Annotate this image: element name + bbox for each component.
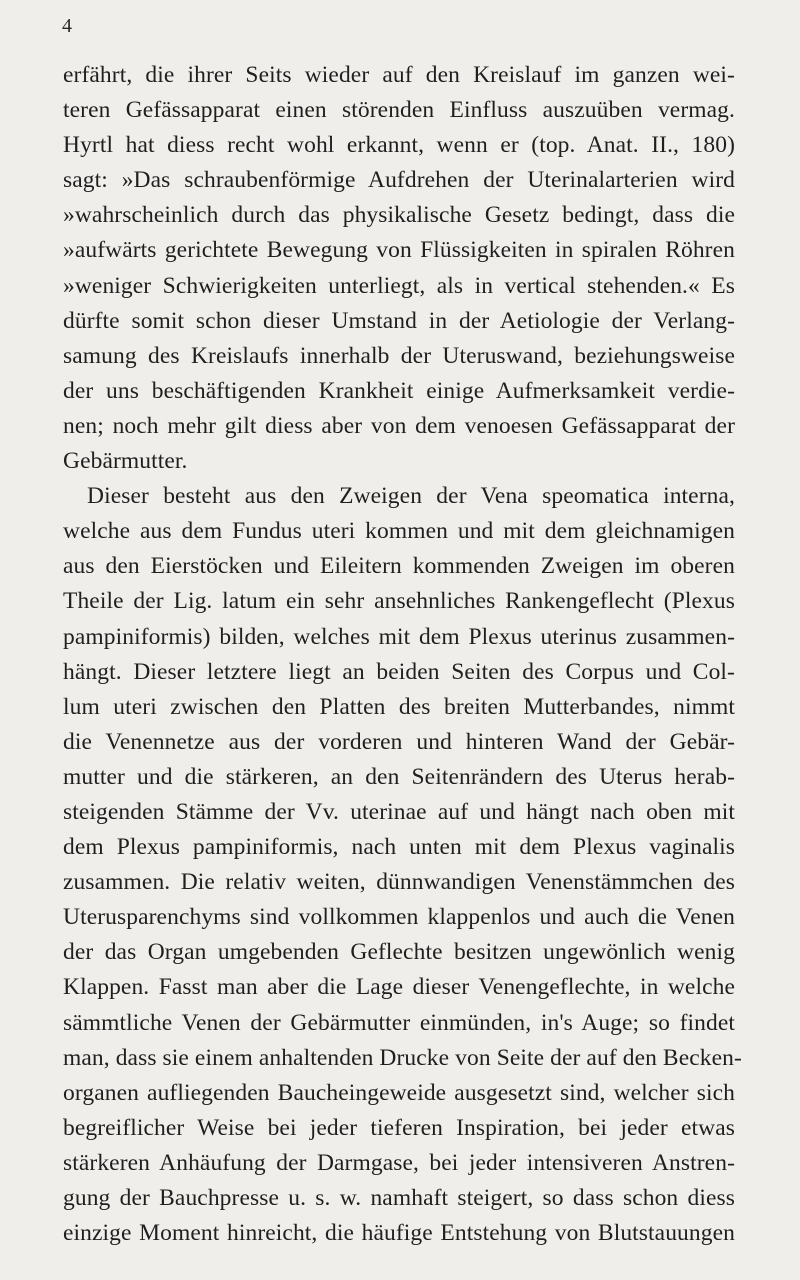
text-line: aus den Eierstöcken und Eileitern kommenden Zweigen im oberen xyxy=(63,553,735,580)
text-line: Klappen. Fasst man aber die Lage dieser Venengeflechte, in welche xyxy=(63,974,735,1001)
text-line: zusammen. Die relativ weiten, dünnwandigen Venenstämmchen des xyxy=(63,869,735,896)
text-line: der das Organ umgebenden Geflechte besitzen ungewönlich wenig xyxy=(63,939,735,966)
text-line: mutter und die stärkeren, an den Seitenrändern des Uterus herab- xyxy=(63,763,735,790)
text-line: Hyrtl hat diess recht wohl erkannt, wenn er (top. Anat. II., 180) xyxy=(63,132,735,159)
body-text xyxy=(63,58,742,1251)
text-line: »wahrscheinlich durch das physikalische Gesetz bedingt, dass die xyxy=(63,202,735,229)
text-line: sagt: »Das schraubenförmige Aufdrehen der Uterinalarterien wird xyxy=(63,167,735,194)
text-line: die Venennetze aus der vorderen und hinteren Wand der Gebär- xyxy=(63,728,735,755)
text-line: Dieser besteht aus den Zweigen der Vena speomatica interna, xyxy=(87,483,735,510)
text-line: sämmtliche Venen der Gebärmutter einmünden, in's Auge; so findet xyxy=(63,1009,735,1036)
text-line: organen aufliegenden Baucheingeweide ausgesetzt sind, welcher sich xyxy=(63,1079,735,1106)
text-line: welche aus dem Fundus uteri kommen und mit dem gleichnamigen xyxy=(63,518,735,545)
text-line: steigenden Stämme der Vv. uterinae auf und hängt nach oben mit xyxy=(63,798,735,825)
text-line: stärkeren Anhäufung der Darmgase, bei jeder intensiveren Anstren- xyxy=(63,1149,735,1176)
text-line: Gebärmutter. xyxy=(63,448,188,475)
text-line: einzige Moment hinreicht, die häufige Entstehung von Blutstauungen xyxy=(63,1220,735,1247)
text-line: nen; noch mehr gilt diess aber von dem venoesen Gefässapparat der xyxy=(63,412,735,439)
page-number: 4 xyxy=(62,15,72,37)
text-line: man, dass sie einem anhaltenden Drucke von Seite der auf den Becken- xyxy=(63,1044,742,1071)
text-line: dürfte somit schon dieser Umstand in der Aetiologie der Verlang- xyxy=(63,307,735,334)
text-line: pampiniformis) bilden, welches mit dem Plexus uterinus zusammen- xyxy=(63,623,735,650)
text-line: gung der Bauchpresse u. s. w. namhaft steigert, so dass schon diess xyxy=(63,1185,735,1211)
text-line: Theile der Lig. latum ein sehr ansehnliches Rankengeflecht (Plexus xyxy=(63,588,735,615)
text-line: lum uteri zwischen den Platten des breiten Mutterbandes, nimmt xyxy=(63,693,735,720)
text-line: teren Gefässapparat einen störenden Einfluss auszuüben vermag. xyxy=(63,97,735,124)
text-line: hängt. Dieser letztere liegt an beiden Seiten des Corpus und Col- xyxy=(63,658,735,685)
text-line: »weniger Schwierigkeiten unterliegt, als in vertical stehenden.« Es xyxy=(63,272,735,299)
text-line: begreiflicher Weise bei jeder tieferen Inspiration, bei jeder etwas xyxy=(63,1114,735,1141)
text-line: erfährt, die ihrer Seits wieder auf den Kreislauf im ganzen wei- xyxy=(63,62,735,88)
text-line: »aufwärts gerichtete Bewegung von Flüssigkeiten in spiralen Röhren xyxy=(63,237,735,264)
text-line: der uns beschäftigenden Krankheit einige Aufmerksamkeit verdie- xyxy=(63,377,735,404)
text-line: samung des Kreislaufs innerhalb der Uteruswand, beziehungsweise xyxy=(63,342,735,369)
text-line: dem Plexus pampiniformis, nach unten mit dem Plexus vaginalis xyxy=(63,834,735,861)
text-line: Uterusparenchyms sind vollkommen klappenlos und auch die Venen xyxy=(63,904,735,931)
